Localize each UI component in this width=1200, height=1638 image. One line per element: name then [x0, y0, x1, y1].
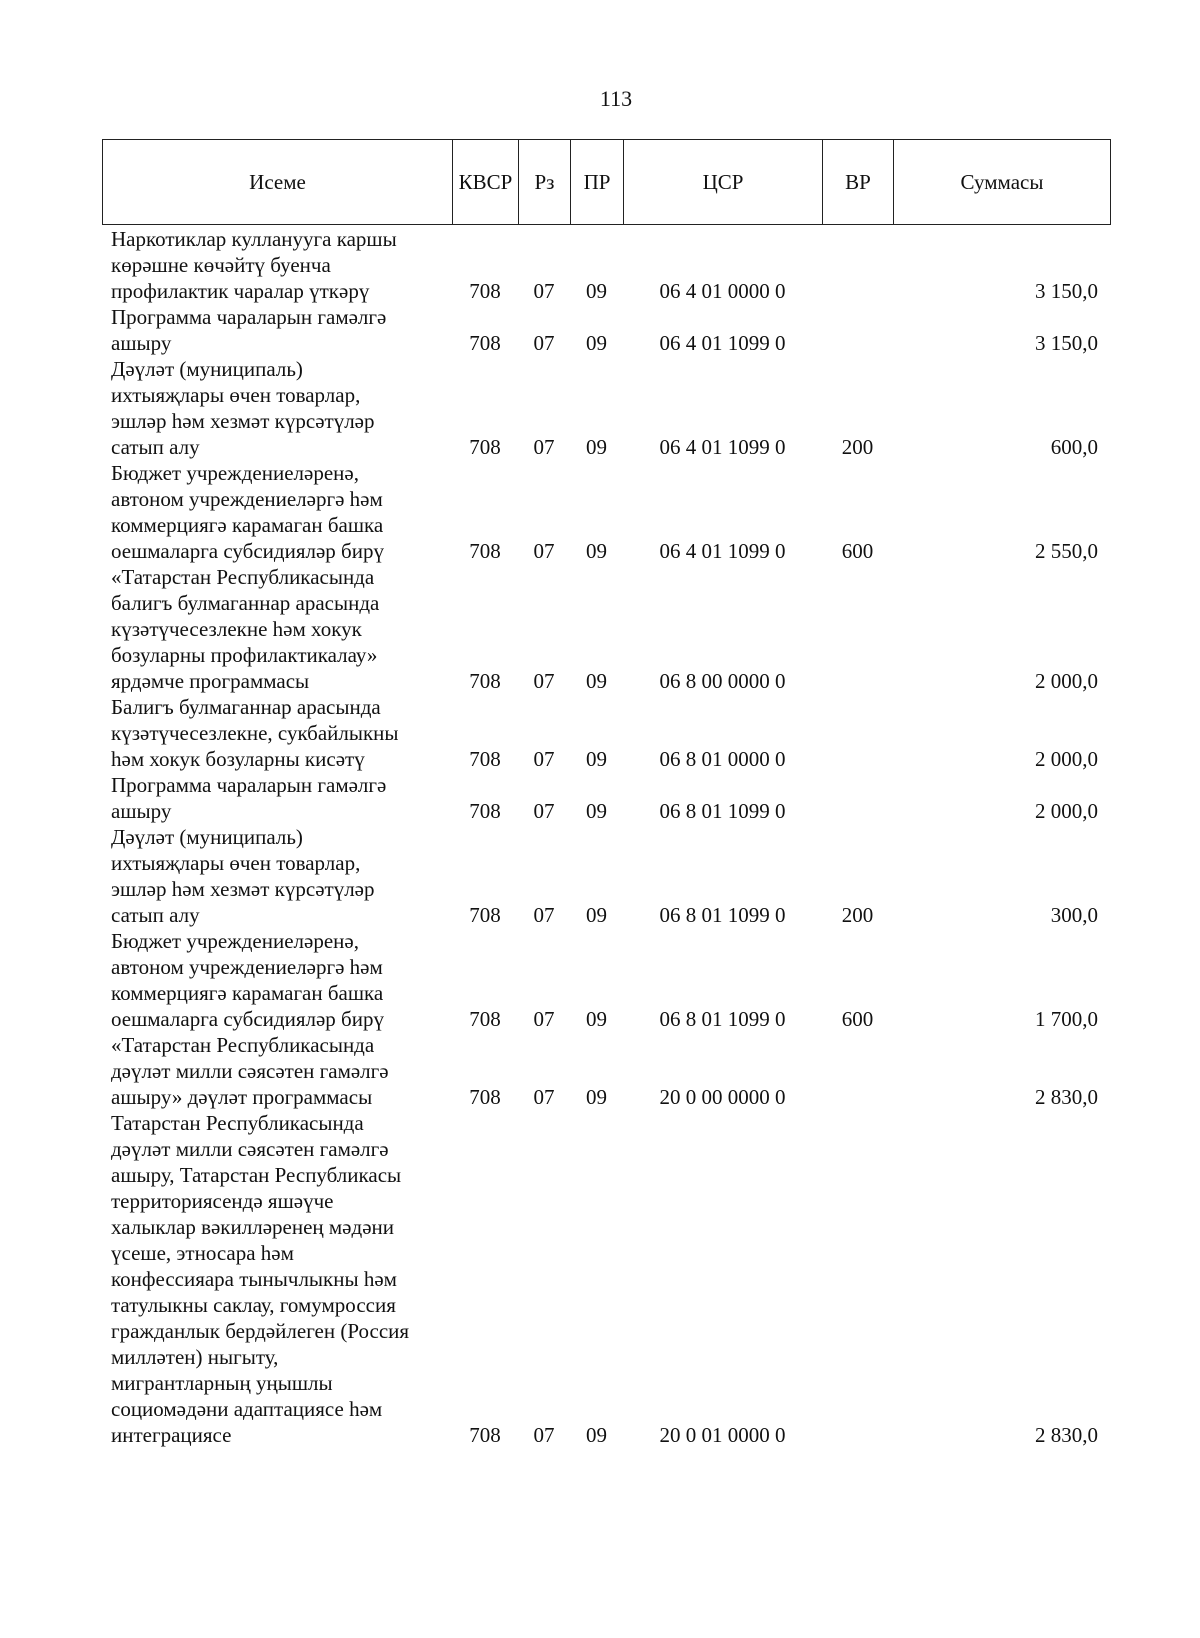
row-kvsr: 708	[469, 1423, 501, 1447]
row-name-line: Дәүләт (муниципаль)	[111, 357, 303, 381]
row-kvsr: 708	[469, 331, 501, 355]
table-row	[102, 824, 1110, 928]
row-kvsr: 708	[469, 279, 501, 303]
row-vr	[822, 1110, 893, 1448]
row-vr: 200	[841, 435, 874, 459]
table-row	[102, 1032, 1110, 1110]
row-csr: 06 4 01 0000 0	[659, 279, 786, 303]
row-vr	[822, 1032, 893, 1110]
row-name-line: коммерциягә карамаган башка	[111, 513, 384, 537]
row-sum: 600,0	[1050, 435, 1098, 459]
row-name-line: Бюджет учреждениеләренә,	[111, 929, 359, 953]
column-header-rz: Рз	[519, 140, 571, 225]
row-sum: 3 150,0	[1035, 331, 1098, 355]
row-name-line: милләтен) ныгыту,	[111, 1345, 279, 1369]
row-kvsr: 708	[469, 435, 501, 459]
budget-table-body	[102, 226, 1110, 1448]
row-name-line: конфессияара тынычлыкны һәм	[111, 1267, 397, 1291]
column-header-sum: Суммасы	[894, 140, 1111, 225]
row-name-line: ашыру	[111, 799, 172, 823]
row-csr: 06 4 01 1099 0	[659, 539, 786, 563]
row-name	[102, 1110, 452, 1448]
row-vr: 600	[841, 539, 874, 563]
row-name	[102, 304, 452, 356]
row-name-line: ашыру	[111, 331, 172, 355]
row-sum: 300,0	[1050, 903, 1098, 927]
table-row	[102, 226, 1110, 304]
row-kvsr: 708	[469, 539, 501, 563]
table-row	[102, 772, 1110, 824]
row-rz: 07	[533, 279, 555, 303]
row-name-line: Программа чараларын гамәлгә	[111, 773, 387, 797]
row-csr: 06 8 01 1099 0	[659, 1007, 786, 1031]
row-name	[102, 824, 452, 928]
row-kvsr: 708	[469, 669, 501, 693]
row-name-line: ашыру» дәүләт программасы	[111, 1085, 373, 1109]
row-name-line: ихтыяҗлары өчен товарлар,	[111, 383, 361, 407]
row-name-line: эшләр һәм хезмәт күрсәтүләр	[111, 409, 375, 433]
row-name	[102, 564, 452, 694]
row-sum: 2 000,0	[1035, 669, 1098, 693]
row-rz: 07	[533, 1085, 555, 1109]
table-row	[102, 304, 1110, 356]
row-kvsr: 708	[469, 747, 501, 771]
row-name	[102, 928, 452, 1032]
row-kvsr: 708	[469, 799, 501, 823]
column-header-csr: ЦСР	[624, 140, 823, 225]
table-row	[102, 356, 1110, 460]
row-name-line: балигъ булмаганнар арасында	[111, 591, 380, 615]
row-rz: 07	[533, 539, 555, 563]
row-pr: 09	[586, 1085, 607, 1109]
table-row	[102, 928, 1110, 1032]
row-pr: 09	[586, 799, 607, 823]
row-name-line: мигрантларның уңышлы	[111, 1371, 333, 1395]
row-rz: 07	[533, 331, 555, 355]
row-name-line: ярдәмче программасы	[111, 669, 310, 693]
table-row	[102, 564, 1110, 694]
row-name-line: территориясендә яшәүче	[111, 1189, 334, 1213]
row-pr: 09	[586, 279, 607, 303]
row-pr: 09	[586, 539, 607, 563]
row-name-line: гражданлык бердәйлеген (Россия	[111, 1319, 410, 1343]
row-name-line: Бюджет учреждениеләренә,	[111, 461, 359, 485]
table-row	[102, 694, 1110, 772]
row-pr: 09	[586, 1007, 607, 1031]
row-pr: 09	[586, 331, 607, 355]
row-name-line: үсеше, этносара һәм	[111, 1241, 294, 1265]
row-name-line: сатып алу	[111, 435, 200, 459]
row-name-line: сатып алу	[111, 903, 200, 927]
row-name-line: күзәтүчесезлекне, сукбайлыкны	[111, 721, 399, 745]
row-rz: 07	[533, 903, 555, 927]
row-name-line: «Татарстан Республикасында	[111, 1033, 375, 1057]
row-name-line: автоном учреждениеләргә һәм	[111, 955, 383, 979]
row-vr: 200	[841, 903, 874, 927]
row-vr	[822, 772, 893, 824]
row-rz: 07	[533, 669, 555, 693]
row-pr: 09	[586, 903, 607, 927]
table-row	[102, 460, 1110, 564]
row-csr: 06 8 00 0000 0	[659, 669, 786, 693]
row-sum: 1 700,0	[1035, 1007, 1098, 1031]
row-pr: 09	[586, 435, 607, 459]
row-name	[102, 356, 452, 460]
row-pr: 09	[586, 669, 607, 693]
row-pr: 09	[586, 1423, 607, 1447]
row-csr: 06 8 01 0000 0	[659, 747, 786, 771]
row-name	[102, 460, 452, 564]
column-header-vr: ВР	[823, 140, 894, 225]
row-name-line: Наркотиклар кулланууга каршы	[111, 227, 397, 251]
row-name	[102, 772, 452, 824]
row-name-line: коммерциягә карамаган башка	[111, 981, 384, 1005]
row-name-line: профилактик чаралар үткәрү	[111, 279, 370, 303]
row-name-line: эшләр һәм хезмәт күрсәтүләр	[111, 877, 375, 901]
row-csr: 06 4 01 1099 0	[659, 435, 786, 459]
row-sum: 2 550,0	[1035, 539, 1098, 563]
row-rz: 07	[533, 799, 555, 823]
row-vr	[822, 304, 893, 356]
row-rz: 07	[533, 1423, 555, 1447]
row-name-line: күзәтүчесезлекне һәм хокук	[111, 617, 362, 641]
row-csr: 20 0 00 0000 0	[659, 1085, 786, 1109]
row-csr: 06 8 01 1099 0	[659, 799, 786, 823]
row-name-line: ашыру, Татарстан Республикасы	[111, 1163, 402, 1187]
row-name-line: татулыкны саклау, гомумроссия	[111, 1293, 396, 1317]
row-name	[102, 226, 452, 304]
row-vr	[822, 564, 893, 694]
row-csr: 06 4 01 1099 0	[659, 331, 786, 355]
row-name-line: халыклар вәкилләренең мәдәни	[111, 1215, 394, 1239]
table-row	[102, 1110, 1110, 1448]
row-rz: 07	[533, 435, 555, 459]
row-name-line: социомәдәни адаптациясе һәм	[111, 1397, 383, 1421]
column-header-name: Исеме	[103, 140, 453, 225]
row-name-line: көрәшне көчәйтү буенча	[111, 253, 331, 277]
row-kvsr: 708	[469, 903, 501, 927]
row-kvsr: 708	[469, 1007, 501, 1031]
row-vr: 600	[841, 1007, 874, 1031]
row-csr: 06 8 01 1099 0	[659, 903, 786, 927]
row-name	[102, 694, 452, 772]
row-name-line: оешмаларга субсидияләр бирү	[111, 1007, 384, 1031]
row-name	[102, 1032, 452, 1110]
row-vr	[822, 694, 893, 772]
table-header	[102, 139, 1111, 225]
row-name-line: бозуларны профилактикалау»	[111, 643, 378, 667]
row-name-line: дәүләт милли сәясәтен гамәлгә	[111, 1059, 389, 1083]
row-name-line: Программа чараларын гамәлгә	[111, 305, 387, 329]
row-name-line: «Татарстан Республикасында	[111, 565, 375, 589]
row-name-line: автоном учреждениеләргә һәм	[111, 487, 383, 511]
row-sum: 2 830,0	[1035, 1085, 1098, 1109]
column-header-pr: ПР	[571, 140, 624, 225]
row-sum: 2 830,0	[1035, 1423, 1098, 1447]
budget-table	[102, 226, 1110, 1448]
row-sum: 2 000,0	[1035, 799, 1098, 823]
row-csr: 20 0 01 0000 0	[659, 1423, 786, 1447]
row-name-line: Балигъ булмаганнар арасында	[111, 695, 381, 719]
row-sum: 3 150,0	[1035, 279, 1098, 303]
column-header-kvsr: КВСР	[453, 140, 519, 225]
row-rz: 07	[533, 747, 555, 771]
row-sum: 2 000,0	[1035, 747, 1098, 771]
row-name-line: оешмаларга субсидияләр бирү	[111, 539, 384, 563]
page-number: 113	[599, 86, 633, 111]
row-name-line: һәм хокук бозуларны кисәтү	[111, 747, 365, 771]
row-kvsr: 708	[469, 1085, 501, 1109]
row-rz: 07	[533, 1007, 555, 1031]
row-name-line: дәүләт милли сәясәтен гамәлгә	[111, 1137, 389, 1161]
row-vr	[822, 226, 893, 304]
row-name-line: ихтыяҗлары өчен товарлар,	[111, 851, 361, 875]
row-pr: 09	[586, 747, 607, 771]
row-name-line: Татарстан Республикасында	[111, 1111, 364, 1135]
row-name-line: интеграциясе	[111, 1423, 232, 1447]
row-name-line: Дәүләт (муниципаль)	[111, 825, 303, 849]
